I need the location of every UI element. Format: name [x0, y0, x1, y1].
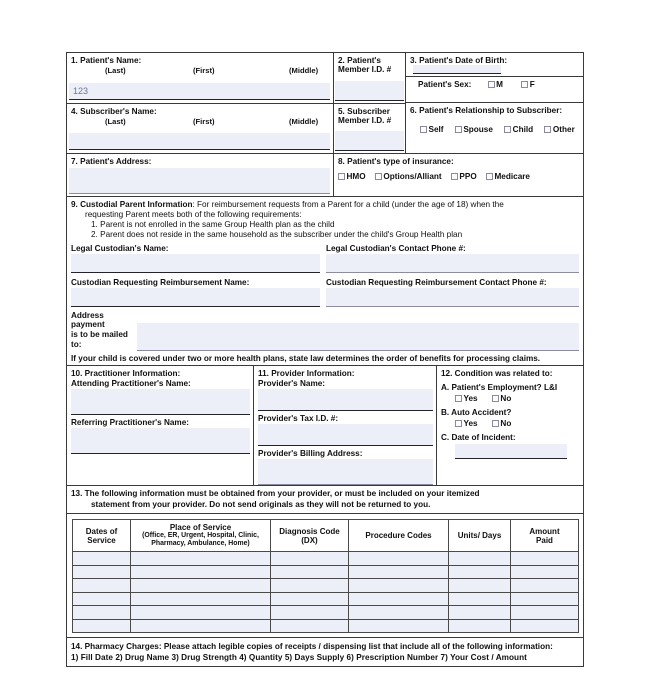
relationship-option-other-label: Other [552, 125, 575, 134]
field-patient-member-id [334, 53, 405, 103]
patient-sex-label: Patient's Sex: [418, 80, 472, 89]
checkbox-icon[interactable] [375, 173, 382, 180]
cell-place[interactable] [131, 579, 271, 593]
field-requesting-name [71, 278, 326, 307]
cell-dates[interactable] [73, 619, 131, 633]
cell-procedure[interactable] [349, 619, 449, 633]
condition-b-yes[interactable] [455, 419, 478, 428]
condition-b-label: B. Auto Accident? [441, 408, 512, 418]
col-diagnosis-code-l1: Diagnosis Code [279, 526, 340, 536]
subscriber-name-middle-label: (Middle) [289, 117, 319, 127]
cell-units[interactable] [449, 552, 511, 566]
condition-c-label: C. Date of Incident: [441, 433, 516, 443]
identity-block [66, 52, 584, 154]
subscriber-member-id-label-2: Member I.D. # [338, 116, 392, 126]
col-place-of-service-title: Place of Service [169, 523, 232, 533]
checkbox-icon[interactable] [544, 126, 551, 133]
patient-address-label: Patient's Address: [80, 157, 152, 166]
cell-dx[interactable] [271, 552, 349, 566]
cell-dx[interactable] [271, 592, 349, 606]
table-row[interactable] [73, 565, 579, 579]
cell-place[interactable] [131, 565, 271, 579]
patient-address-number: 7. [71, 157, 78, 166]
subscriber-name-last-label: (Last) [105, 117, 126, 127]
insurance-type-options [338, 172, 583, 181]
referring-practitioner-input[interactable] [71, 428, 250, 454]
insurance-option-hmo[interactable] [338, 172, 366, 181]
dob-number: 3. [410, 56, 417, 65]
subscriber-member-id-label-1: Subscriber [347, 107, 390, 116]
mailing-address-input[interactable] [137, 323, 579, 351]
cell-units[interactable] [449, 579, 511, 593]
patient-member-id-number: 2. [338, 56, 345, 65]
dob-relationship-column [406, 53, 583, 153]
col-place-of-service-note-2: Pharmacy, Ambulance, Home) [151, 540, 250, 548]
patient-name-first-label: (First) [193, 66, 215, 76]
field-insurance-type [334, 154, 583, 196]
patient-member-id-input[interactable] [335, 81, 404, 101]
col-procedure-codes [349, 520, 449, 552]
custodian-requesting-row [71, 278, 579, 307]
practitioner-column [67, 366, 254, 485]
cell-amount[interactable] [511, 606, 579, 620]
field-requesting-phone [326, 278, 579, 307]
relationship-number: 6. [410, 106, 417, 115]
condition-a-label: A. Patient's Employment? L&I [441, 383, 558, 393]
date-of-incident-input[interactable] [455, 444, 567, 459]
patient-sex-option-m[interactable] [488, 80, 503, 89]
subscriber-member-id-input[interactable] [335, 131, 404, 151]
col-amount-paid-l1: Amount [529, 526, 560, 536]
practitioner-title: Practitioner Information: [84, 368, 181, 378]
attending-practitioner-label: Attending Practitioner's Name: [71, 378, 191, 388]
cell-procedure[interactable] [349, 579, 449, 593]
patient-member-id-label-1: Patient's [347, 56, 381, 65]
provider-name-input[interactable] [258, 389, 433, 411]
condition-column [437, 366, 583, 485]
service-table-wrapper [66, 514, 584, 638]
requesting-phone-input[interactable] [326, 288, 579, 307]
checkbox-icon[interactable] [486, 173, 493, 180]
relationship-option-child[interactable] [504, 125, 533, 134]
cell-procedure[interactable] [349, 606, 449, 620]
checkbox-icon[interactable] [451, 173, 458, 180]
cell-place[interactable] [131, 552, 271, 566]
field-subscriber-member-id [334, 103, 405, 153]
cell-units[interactable] [449, 592, 511, 606]
condition-b-options [441, 419, 583, 428]
patient-name-sublabels [71, 66, 333, 75]
provider-billing-label: Provider's Billing Address: [258, 448, 363, 458]
practitioner-header [67, 366, 253, 378]
provider-billing-input[interactable] [258, 459, 433, 485]
provider-number: 11. [258, 368, 269, 378]
field-provider-billing-address [254, 446, 436, 485]
condition-b-no-label: No [500, 419, 512, 429]
col-units-days-title: Units/ Days [457, 531, 502, 541]
cell-dates[interactable] [73, 606, 131, 620]
checkbox-icon[interactable] [488, 81, 495, 88]
names-column [67, 53, 334, 153]
checkbox-icon[interactable] [455, 420, 462, 427]
field-patient-address [67, 154, 334, 196]
col-amount-paid [511, 520, 579, 552]
condition-title: Condition was related to: [454, 368, 553, 378]
relationship-option-spouse-label: Spouse [463, 125, 493, 134]
custodial-requirement-2: 2. Parent does not reside in the same household as the subscriber under the child's Group Health plan [91, 230, 463, 240]
requesting-name-label: Custodian Requesting Reimbursement Name: [71, 277, 250, 287]
insurance-option-options-alliant-label: Options/Alliant [383, 172, 442, 182]
field-legal-custodian-phone [326, 244, 579, 273]
patient-name-label: Patient's Name: [80, 56, 142, 65]
insurance-option-hmo-label: HMO [346, 172, 366, 182]
custodial-intro [71, 200, 579, 210]
relationship-option-child-label: Child [512, 125, 534, 134]
col-units-days [449, 520, 511, 552]
cell-dates[interactable] [73, 579, 131, 593]
cell-dates[interactable] [73, 565, 131, 579]
checkbox-icon[interactable] [492, 420, 499, 427]
table-row[interactable] [73, 606, 579, 620]
col-diagnosis-code-l2: (DX) [301, 535, 318, 545]
practitioner-number: 10. [71, 368, 83, 378]
cell-amount[interactable] [511, 579, 579, 593]
field-relationship-title [406, 102, 583, 125]
dob-label: Patient's Date of Birth: [419, 56, 508, 65]
insurance-option-ppo-label: PPO [459, 172, 477, 182]
mailing-address-label [71, 311, 137, 351]
checkbox-icon[interactable] [338, 173, 345, 180]
insurance-type-number: 8. [338, 157, 345, 166]
field-subscriber-name [67, 103, 333, 153]
subscriber-name-input[interactable] [69, 133, 330, 150]
checkbox-icon[interactable] [420, 126, 427, 133]
cell-procedure[interactable] [349, 552, 449, 566]
subscriber-name-number: 4. [71, 107, 78, 116]
condition-a-options [441, 394, 583, 403]
table-row[interactable] [73, 552, 579, 566]
condition-number: 12. [441, 368, 453, 378]
cell-dx[interactable] [271, 606, 349, 620]
col-dates-of-service-l1: Dates of [85, 526, 118, 536]
claim-form [66, 52, 584, 667]
condition-b-no[interactable] [492, 419, 511, 428]
condition-a-no-label: No [500, 394, 512, 404]
col-diagnosis-code [271, 520, 349, 552]
section-13-line-1: 13. The following information must be obtained from your provider, or must be included on your itemized [71, 488, 480, 498]
cell-amount[interactable] [511, 565, 579, 579]
patient-sex-option-f-label: F [529, 80, 535, 89]
provider-tax-label: Provider's Tax I.D. #: [258, 413, 339, 423]
field-legal-custodian-name [71, 244, 326, 273]
mailing-address-label-line1: Address payment [71, 310, 105, 330]
col-dates-of-service-l2: Service [87, 535, 116, 545]
checkbox-icon[interactable] [455, 126, 462, 133]
patient-name-middle-label: (Middle) [289, 66, 319, 76]
service-table [72, 519, 579, 633]
service-table-header-row [73, 520, 579, 552]
patient-sex-option-f[interactable] [521, 80, 535, 89]
checkbox-icon[interactable] [455, 395, 462, 402]
insurance-option-medicare[interactable] [486, 172, 530, 181]
provider-tax-input[interactable] [258, 424, 433, 446]
referring-practitioner-label: Referring Practitioner's Name: [71, 417, 189, 427]
legal-custodian-name-input[interactable] [71, 254, 320, 273]
cell-units[interactable] [449, 606, 511, 620]
checkbox-icon[interactable] [504, 126, 511, 133]
field-relationship-options [406, 125, 583, 151]
legal-custodian-name-label: Legal Custodian's Name: [71, 243, 169, 253]
col-place-of-service-note-1: (Office, ER, Urgent, Hospital, Clinic, [142, 532, 259, 540]
custodial-requirement-1: 1. Parent is not enrolled in the same Group Health plan as the child [91, 220, 335, 229]
condition-header [441, 369, 583, 378]
field-patient-name [67, 53, 333, 103]
cell-place[interactable] [131, 619, 271, 633]
cell-dates[interactable] [73, 592, 131, 606]
cell-dx[interactable] [271, 579, 349, 593]
field-provider-name [254, 378, 436, 411]
provider-condition-block [66, 366, 584, 486]
legal-custodian-phone-input[interactable] [326, 254, 579, 273]
cell-amount[interactable] [511, 592, 579, 606]
col-dates-of-service [73, 520, 131, 552]
pharmacy-line-1: 14. Pharmacy Charges: Please attach legible copies of receipts / dispensing list that include all of the following information: [71, 642, 553, 652]
dob-input[interactable] [413, 65, 501, 74]
field-referring-practitioner [67, 415, 253, 454]
member-id-column [334, 53, 406, 153]
field-patient-sex [406, 76, 583, 102]
provider-column [254, 366, 437, 485]
field-mailing-address [71, 311, 579, 351]
patient-sex-option-m-label: M [496, 80, 503, 89]
cell-place[interactable] [131, 592, 271, 606]
section-13-notice [66, 486, 584, 514]
pharmacy-charges-block [66, 638, 584, 667]
custodial-intro-2: requesting Parent meets both of the following requirements: [85, 210, 302, 219]
patient-name-last-label: (Last) [105, 66, 126, 76]
custodial-note: If your child is covered under two or more health plans, state law determines the order of benefits for processing claims. [71, 353, 541, 363]
custodial-parent-block [66, 197, 584, 366]
patient-member-id-label-2: Member I.D. # [338, 65, 392, 75]
patient-name-input[interactable]: 123 [69, 83, 330, 100]
section-13-line-2: statement from your provider. Do not send originals as they will not be returned to you. [91, 499, 431, 509]
field-date-of-birth [406, 53, 583, 76]
subscriber-name-label: Subscriber's Name: [80, 107, 157, 116]
relationship-option-self-label: Self [428, 125, 444, 134]
condition-a-yes-label: Yes [463, 394, 478, 404]
pharmacy-line-2: 1) Fill Date 2) Drug Name 3) Drug Strength 4) Quantity 5) Days Supply 6) Prescription Number 7) Your Cost / Amount [71, 653, 527, 663]
legal-custodian-phone-label: Legal Custodian's Contact Phone #: [326, 243, 466, 253]
table-row[interactable] [73, 592, 579, 606]
insurance-option-ppo[interactable] [451, 172, 477, 181]
col-procedure-codes-title: Procedure Codes [365, 531, 432, 541]
attending-practitioner-input[interactable] [71, 389, 250, 415]
field-provider-tax-id [254, 411, 436, 446]
cell-dates[interactable] [73, 552, 131, 566]
table-row[interactable] [73, 619, 579, 633]
field-attending-practitioner [67, 378, 253, 415]
col-amount-paid-l2: Paid [536, 535, 553, 545]
relationship-option-spouse[interactable] [455, 125, 493, 134]
subscriber-name-first-label: (First) [193, 117, 215, 127]
address-insurance-block [66, 154, 584, 197]
cell-dx[interactable] [271, 565, 349, 579]
practitioner-spacer [67, 454, 253, 484]
insurance-option-options-alliant[interactable] [375, 172, 442, 181]
cell-units[interactable] [449, 565, 511, 579]
requesting-phone-label: Custodian Requesting Reimbursement Contact Phone #: [326, 277, 547, 287]
col-place-of-service [131, 520, 271, 552]
custodian-legal-row [71, 244, 579, 273]
cell-dx[interactable] [271, 619, 349, 633]
provider-name-label: Provider's Name: [258, 378, 326, 388]
service-table-body [73, 552, 579, 633]
custodial-title: Custodial Parent Information [80, 200, 193, 209]
insurance-option-medicare-label: Medicare [494, 172, 530, 182]
relationship-option-self[interactable] [420, 125, 444, 134]
cell-units[interactable] [449, 619, 511, 633]
condition-a-yes[interactable] [455, 394, 478, 403]
relationship-option-other[interactable] [544, 125, 574, 134]
patient-address-input[interactable] [69, 168, 330, 194]
cell-amount[interactable] [511, 619, 579, 633]
custodial-number: 9. [71, 200, 78, 209]
provider-header [254, 366, 436, 378]
checkbox-icon[interactable] [521, 81, 528, 88]
custodial-intro-text: : For reimbursement requests from a Parent for a child (under the age of 18) when the [192, 200, 504, 209]
cell-procedure[interactable] [349, 592, 449, 606]
cell-procedure[interactable] [349, 565, 449, 579]
table-row[interactable] [73, 579, 579, 593]
cell-place[interactable] [131, 606, 271, 620]
relationship-label: Patient's Relationship to Subscriber: [419, 106, 563, 115]
insurance-type-label: Patient's type of insurance: [347, 157, 454, 166]
subscriber-member-id-number: 5. [338, 107, 345, 116]
checkbox-icon[interactable] [492, 395, 499, 402]
patient-name-number: 1. [71, 56, 78, 65]
condition-b-yes-label: Yes [463, 419, 478, 429]
subscriber-name-sublabels [71, 117, 333, 126]
requesting-name-input[interactable] [71, 288, 320, 307]
provider-title: Provider Information: [271, 368, 355, 378]
condition-a-no[interactable] [492, 394, 511, 403]
custodial-requirements [71, 220, 579, 241]
mailing-address-label-line2: is to be mailed to: [71, 330, 128, 350]
cell-amount[interactable] [511, 552, 579, 566]
